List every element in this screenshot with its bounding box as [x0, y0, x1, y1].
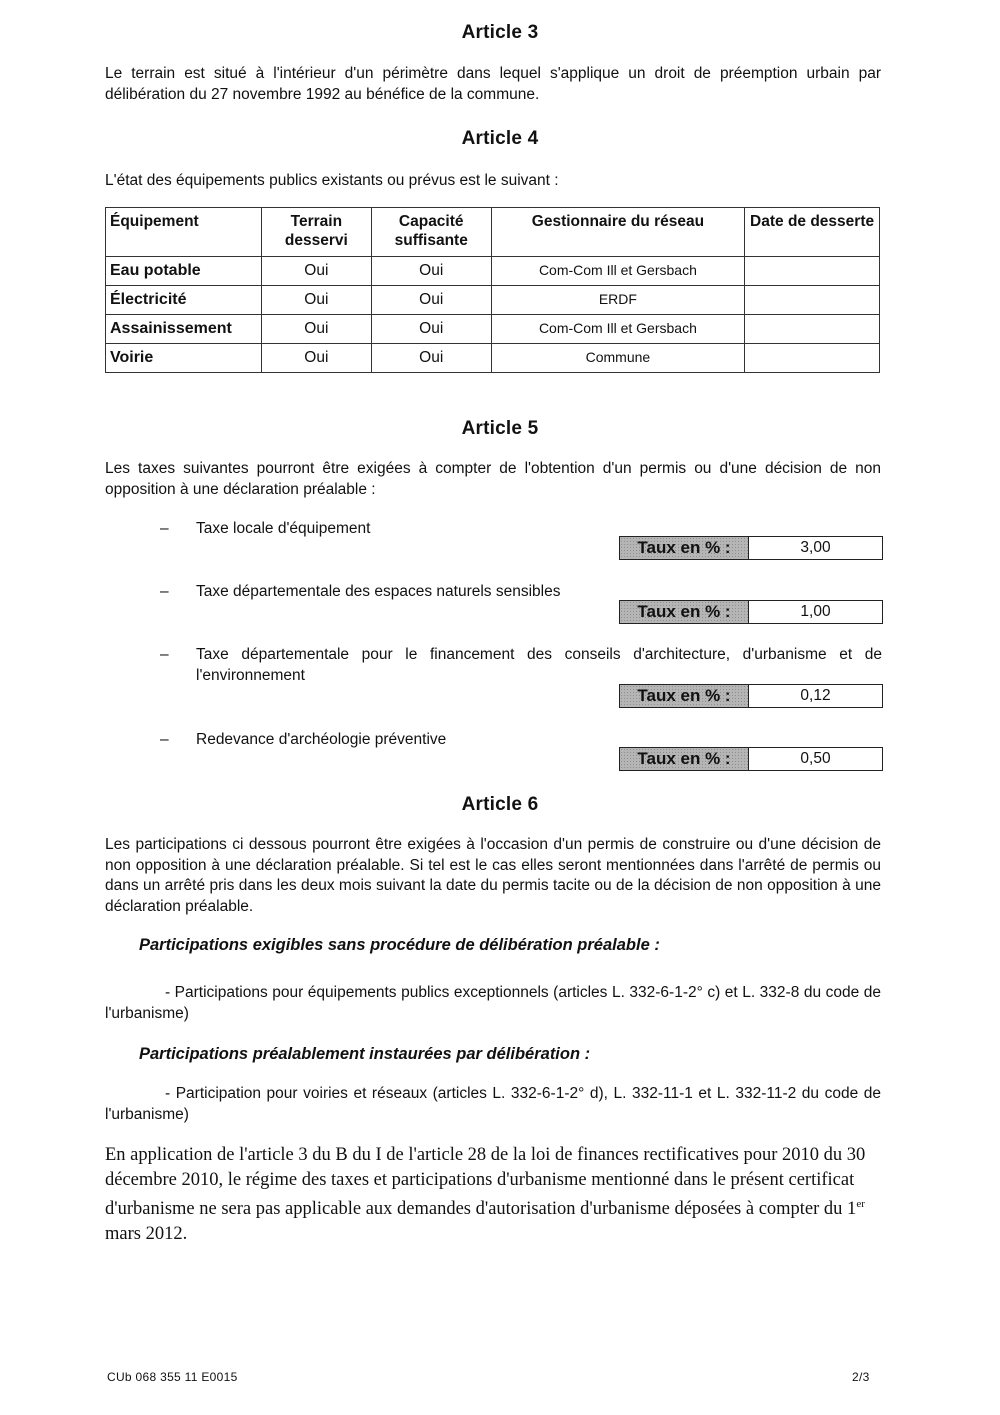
equipment-table [105, 207, 880, 373]
table-header-row [106, 208, 880, 257]
cell-equipement: Voirie [106, 344, 262, 373]
dash-bullet: – [160, 646, 169, 663]
cell-terrain: Oui [261, 286, 371, 315]
cell-terrain: Oui [261, 344, 371, 373]
tax-name: Taxe locale d'équipement [196, 520, 371, 537]
cell-terrain: Oui [261, 257, 371, 286]
rate-label: Taux en % : [620, 685, 749, 707]
rate-value: 0,12 [800, 687, 831, 704]
footer-reference: CUb 068 355 11 E0015 [107, 1370, 238, 1384]
dash-bullet: – [160, 731, 169, 748]
article-3-text: Le terrain est situé à l'intérieur d'un périmètre dans lequel s'applique un droit de préemption urbain par délibération du 27 novembre 1992 au bénéfice de la commune. [105, 65, 881, 103]
table-row [106, 344, 880, 373]
article-4-intro: L'état des équipements publics existants ou prévus est le suivant : [105, 172, 559, 189]
cell-capacite: Oui [371, 315, 491, 344]
tax-name: Redevance d'archéologie préventive [196, 731, 447, 748]
rate-value: 0,50 [800, 750, 831, 767]
dash-bullet: – [160, 520, 169, 537]
header-equipement: Équipement [106, 208, 262, 257]
cell-gestionnaire: ERDF [491, 286, 745, 315]
rate-label: Taux en % : [620, 537, 749, 559]
cell-equipement: Eau potable [106, 257, 262, 286]
cell-date [745, 257, 880, 286]
header-capacite-suffisante: Capacité suffisante [371, 208, 491, 257]
cell-date [745, 286, 880, 315]
tax-name: Taxe départementale des espaces naturels sensibles [196, 583, 561, 600]
article-5-intro: Les taxes suivantes pourront être exigées à compter de l'obtention d'un permis ou d'une décision de non opposition à une déclaration préalable : [105, 460, 881, 498]
section-item-equipements-exceptionnels: - Participations pour équipements publics exceptionnels (articles L. 332-6-1-2° c) et L. 332-8 du code de l'urbanisme) [105, 984, 881, 1022]
note-superscript: er [856, 1198, 865, 1210]
table-row [106, 257, 880, 286]
article-6-title: Article 6 [461, 794, 539, 815]
cell-date [745, 344, 880, 373]
cell-capacite: Oui [371, 286, 491, 315]
cell-gestionnaire: Com-Com Ill et Gersbach [491, 257, 745, 286]
rate-value: 3,00 [800, 539, 831, 556]
cell-terrain: Oui [261, 315, 371, 344]
cell-capacite: Oui [371, 257, 491, 286]
article-6-intro: Les participations ci dessous pourront être exigées à l'occasion d'un permis de construire ou d'une décision de non opposition à une déclaration préalable. Si tel est le cas elles seront mentionnées dans l'arrêté de permis ou dans un arrêté pris dans les deux mois suivant la date du permis tacite ou de la décision de non opposition à une déclaration préalable. [105, 836, 881, 915]
cell-equipement: Électricité [106, 286, 262, 315]
article-5-title: Article 5 [461, 418, 539, 439]
note-text-end: mars 2012. [105, 1223, 188, 1244]
tax-rate-box [619, 684, 883, 708]
article-3-title: Article 3 [461, 22, 539, 43]
rate-value: 1,00 [800, 603, 831, 620]
dash-bullet: – [160, 583, 169, 600]
tax-rate-box [619, 536, 883, 560]
header-gestionnaire: Gestionnaire du réseau [491, 208, 745, 257]
article-4-title: Article 4 [461, 128, 539, 149]
cell-gestionnaire: Commune [491, 344, 745, 373]
tax-rate-box [619, 600, 883, 624]
section-heading-par-deliberation: Participations préalablement instaurées par délibération : [139, 1045, 591, 1063]
header-terrain-desservi: Terrain desservi [261, 208, 371, 257]
footer-page-number: 2/3 [852, 1370, 870, 1384]
cell-date [745, 315, 880, 344]
rate-label: Taux en % : [620, 748, 749, 770]
tax-name: Taxe départementale pour le financement des conseils d'architecture, d'urbanisme et de l'environnement [196, 646, 882, 684]
finance-law-note [105, 1143, 895, 1246]
rate-label: Taux en % : [620, 601, 749, 623]
section-item-voiries-reseaux: - Participation pour voiries et réseaux (articles L. 332-6-1-2° d), L. 332-11-1 et L. 332-11-2 du code de l'urbanisme) [105, 1085, 881, 1123]
cell-equipement: Assainissement [106, 315, 262, 344]
tax-rate-box [619, 747, 883, 771]
section-heading-sans-deliberation: Participations exigibles sans procédure de délibération préalable : [139, 936, 660, 954]
table-row [106, 286, 880, 315]
header-date-desserte: Date de desserte [745, 208, 880, 257]
table-row [106, 315, 880, 344]
cell-capacite: Oui [371, 344, 491, 373]
note-text: En application de l'article 3 du B du I de l'article 28 de la loi de finances rectificatives pour 2010 du 30 décembre 2010, le régime des taxes et participations d'urbanisme mentionné dans le présent certificat d'urbanisme ne sera pas applicable aux demandes d'autorisation d'urbanisme déposées à compter du 1 [105, 1145, 866, 1220]
cell-gestionnaire: Com-Com Ill et Gersbach [491, 315, 745, 344]
